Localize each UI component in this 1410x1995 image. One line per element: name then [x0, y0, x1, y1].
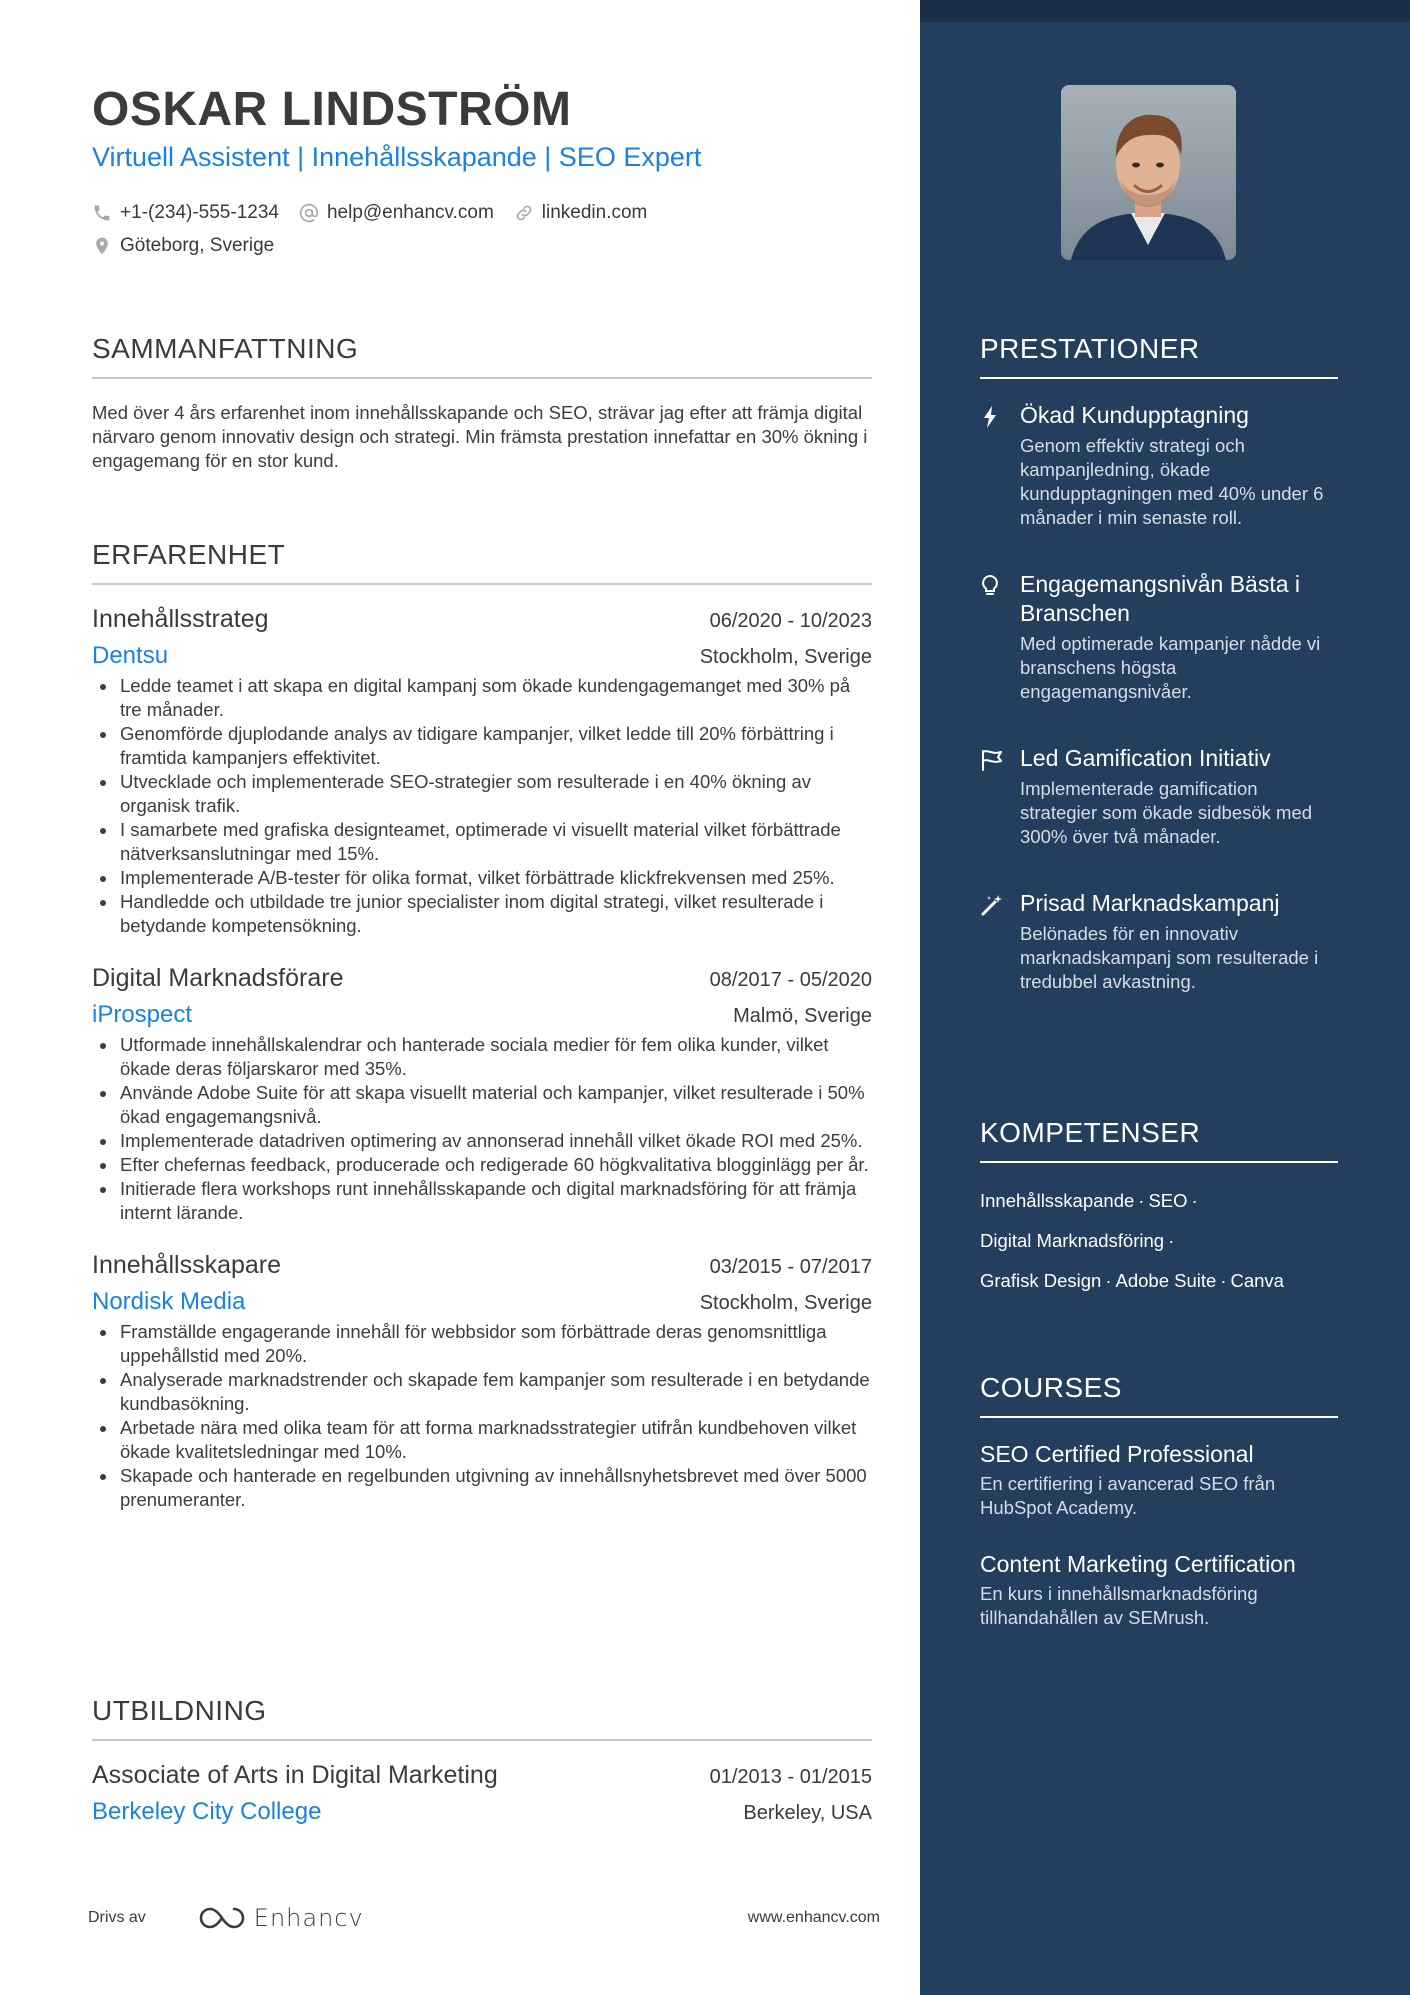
brand-name: Enhancv [253, 1904, 364, 1932]
course-desc: En certifiering i avancerad SEO från HubSpot Academy. [980, 1473, 1276, 1518]
degree-title: Associate of Arts in Digital Marketing [92, 1761, 498, 1789]
summary-title: SAMMANFATTNING [92, 333, 872, 379]
job-bullets [92, 1033, 872, 1225]
job-title: Innehållsstrateg [92, 605, 269, 633]
school-name: Berkeley City College [92, 1798, 322, 1825]
achievement-title: Engagemangsnivån Bästa i Branschen [1020, 571, 1301, 626]
company-name: Nordisk Media [92, 1288, 246, 1315]
job-location: Malmö, Sverige [733, 1005, 872, 1027]
lightbulb-icon [980, 574, 1000, 598]
job-date: 08/2017 - 05/2020 [709, 969, 872, 991]
website-link[interactable]: www.enhancv.com [747, 1909, 880, 1926]
avatar [1061, 85, 1236, 260]
location-text: Göteborg, Sverige [120, 234, 275, 256]
job-bullets [92, 1320, 872, 1512]
achievement-desc: Med optimerade kampanjer nådde vi branschens högsta engagemangsnivåer. [1020, 633, 1321, 702]
job-bullet: Implementerade datadriven optimering av annonserad innehåll vilket ökade ROI med 25%. [92, 1129, 872, 1153]
skill-item: Digital Marknadsföring [980, 1230, 1165, 1251]
summary-section [92, 333, 872, 473]
education-location: Berkeley, USA [743, 1802, 872, 1824]
achievement-title: Prisad Marknadskampanj [1020, 890, 1280, 916]
job-bullet: Använde Adobe Suite för att skapa visuellt material och kampanjer, vilket resulterade i 50% ökad engagemangsnivå. [92, 1081, 872, 1129]
achievement-desc: Belönades för en innovativ marknadskampanj som resulterade i tredubbel avkastning. [1020, 923, 1319, 992]
phone-text: +1-(234)-555-1234 [120, 201, 279, 223]
education-entry [92, 1761, 872, 1826]
job-entry [92, 964, 872, 1225]
powered-by-text: Drivs av [88, 1909, 146, 1926]
job-title: Digital Marknadsförare [92, 964, 344, 992]
phone-icon [92, 203, 112, 223]
job-bullet: I samarbete med grafiska designteamet, optimerade vi visuellt material vilket förbättrade nätverksanslutningar med 15%. [92, 818, 872, 866]
experience-title: ERFARENHET [92, 539, 872, 585]
skills-title: KOMPETENSER [980, 1117, 1338, 1163]
job-location: Stockholm, Sverige [699, 646, 872, 668]
email-contact[interactable] [299, 202, 494, 224]
job-bullet: Implementerade A/B-tester för olika format, vilket förbättrade klickfrekvensen med 25%. [92, 866, 872, 890]
job-location: Stockholm, Sverige [699, 1292, 872, 1314]
course-desc: En kurs i innehållsmarknadsföring tillhandahållen av SEMrush. [980, 1583, 1258, 1628]
skill-item: SEO [1148, 1190, 1188, 1211]
skills-section [980, 1117, 1338, 1301]
education-title: UTBILDNING [92, 1695, 872, 1741]
location-contact [92, 235, 274, 257]
achievement-item [980, 570, 1338, 704]
bolt-icon [980, 405, 1000, 429]
candidate-subtitle: Virtuell Assistent | Innehållsskapande | SEO Expert [92, 142, 702, 172]
skill-item: Grafisk Design [980, 1270, 1102, 1291]
courses-title: COURSES [980, 1372, 1338, 1418]
footer [88, 1898, 880, 1938]
achievements-section [980, 333, 1338, 994]
job-bullet: Ledde teamet i att skapa en digital kampanj som ökade kundengagemanget med 30% på tre månader. [92, 674, 872, 722]
job-bullet: Initierade flera workshops runt innehållsskapande och digital marknadsföring för att främja internt lärande. [92, 1177, 872, 1225]
skills-list: Innehållsskapande · SEO · Digital Marknadsföring · Grafisk Design · Adobe Suite · Canva [980, 1190, 1284, 1291]
flag-icon [980, 748, 1004, 772]
course-title: Content Marketing Certification [980, 1551, 1296, 1577]
achievements-title: PRESTATIONER [980, 333, 1338, 379]
skill-item: Canva [1230, 1270, 1284, 1291]
phone-contact[interactable] [92, 202, 279, 224]
magic-wand-icon [980, 893, 1004, 917]
achievement-title: Led Gamification Initiativ [1020, 745, 1271, 771]
job-bullet: Skapade och hanterade en regelbunden utgivning av innehållsnyhetsbrevet med över 5000 prenumeranter. [92, 1464, 872, 1512]
achievement-desc: Implementerade gamification strategier som ökade sidbesök med 300% över två månader. [1020, 778, 1313, 847]
job-bullet: Analyserade marknadstrender och skapade fem kampanjer som resulterade i en betydande kundbasökning. [92, 1368, 872, 1416]
achievement-item [980, 744, 1338, 849]
sidebar [920, 0, 1410, 1995]
job-entry [92, 1251, 872, 1512]
candidate-name: OSKAR LINDSTRÖM [92, 83, 572, 136]
course-title: SEO Certified Professional [980, 1441, 1254, 1467]
job-bullet: Efter chefernas feedback, producerade och redigerade 60 högkvalitativa blogginlägg per år. [92, 1153, 872, 1177]
job-bullet: Handledde och utbildade tre junior specialister inom digital strategi, vilket resulterade i betydande kompetensökning. [92, 890, 872, 938]
achievement-item [980, 401, 1338, 530]
enhancv-logo[interactable] [198, 1904, 364, 1932]
course-item [980, 1550, 1338, 1630]
education-date: 01/2013 - 01/2015 [709, 1766, 872, 1788]
job-bullets [92, 674, 872, 938]
job-date: 06/2020 - 10/2023 [709, 610, 872, 632]
achievement-desc: Genom effektiv strategi och kampanjledning, ökade kundupptagningen med 40% under 6 månader i min senaste roll. [1020, 435, 1324, 528]
achievement-item [980, 889, 1338, 994]
education-section [92, 1695, 872, 1826]
skill-item: Adobe Suite [1115, 1270, 1217, 1291]
link-icon [514, 203, 534, 223]
courses-section [980, 1372, 1338, 1630]
company-name: Dentsu [92, 642, 169, 669]
profile-photo [1061, 85, 1236, 260]
infinity-logo-icon [198, 1905, 246, 1931]
summary-text: Med över 4 års erfarenhet inom innehållsskapande och SEO, strävar jag efter att främja digital närvaro genom innovativ design och strategi. Min främsta prestation innefattar en 30% ökning i engagemang för en stor kund. [92, 402, 868, 471]
job-title: Innehållsskapare [92, 1251, 282, 1279]
job-bullet: Framställde engagerande innehåll för webbsidor som förbättrade deras genomsnittliga uppehållstid med 20%. [92, 1320, 872, 1368]
job-bullet: Utformade innehållskalendrar och hanterade sociala medier för fem olika kunder, vilket ökade deras följarskaror med 35%. [92, 1033, 872, 1081]
skill-item: Innehållsskapande [980, 1190, 1135, 1211]
job-date: 03/2015 - 07/2017 [709, 1256, 872, 1278]
linkedin-text: linkedin.com [541, 201, 648, 223]
job-bullet: Genomförde djuplodande analys av tidigare kampanjer, vilket ledde till 20% förbättring i framtida kampanjers effektivitet. [92, 722, 872, 770]
company-name: iProspect [92, 1001, 193, 1028]
job-entry [92, 605, 872, 938]
at-sign-icon [299, 203, 319, 223]
course-item [980, 1440, 1338, 1520]
contact-info [92, 196, 892, 262]
experience-section [92, 539, 872, 1512]
linkedin-contact[interactable] [514, 202, 648, 224]
job-bullet: Utvecklade och implementerade SEO-strategier som resulterade i en 40% ökning av organisk trafik. [92, 770, 872, 818]
job-bullet: Arbetade nära med olika team för att forma marknadsstrategier utifrån kundbehoven vilket ökade kvalitetsledningar med 10%. [92, 1416, 872, 1464]
location-pin-icon [92, 236, 112, 256]
email-text: help@enhancv.com [326, 201, 494, 223]
sidebar-top-bar [920, 0, 1410, 22]
achievement-title: Ökad Kundupptagning [1020, 402, 1249, 428]
